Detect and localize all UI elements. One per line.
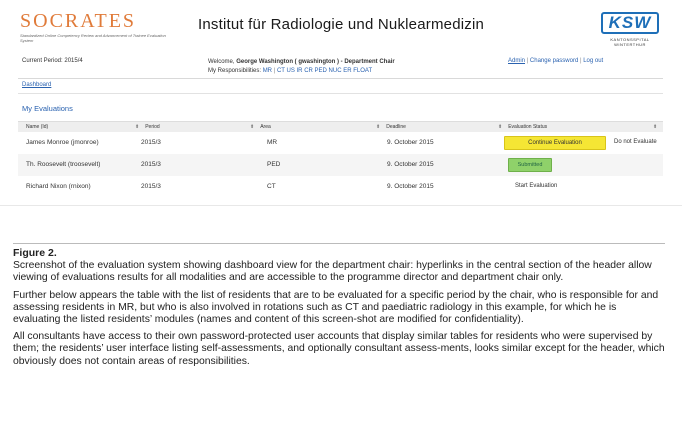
column-header-period[interactable]: ⬍ Period [135, 124, 160, 130]
cell-period: 2015/3 [141, 161, 161, 168]
cell-name: Richard Nixon (rnixon) [26, 183, 91, 190]
resp-link-mr[interactable]: MR [262, 68, 273, 74]
caption-rule [13, 243, 665, 244]
cell-deadline: 9. October 2015 [387, 139, 434, 146]
sort-icon: ⬍ [498, 124, 503, 130]
figure-label: Figure 2. [13, 247, 57, 259]
screenshot-bottom-border [0, 205, 682, 206]
caption-paragraph-3: All consultants have access to their own password-protected user accounts that display similar tables for residents who were supervised by them; the residents’ user interface listing self-assessments, and optionally consultant assess-ments, looks similar except for the header, which obviously does not contain areas of responsibilities. [13, 331, 665, 367]
resp-link-ct[interactable]: CT [276, 68, 285, 74]
admin-link[interactable]: Admin [508, 58, 526, 64]
ksw-logo-mark: KSW [601, 12, 660, 34]
caption-line-1 [13, 247, 665, 260]
caption-paragraph-1: Screenshot of the evaluation system showing dashboard view for the department chair: hyperlinks in the central section of the header allow viewing of evaluations results for all modalities and are accessible to the programme director and department chair only. [13, 260, 652, 284]
sort-icon: ⬍ [376, 124, 381, 130]
column-header-area[interactable]: ⬍ Area [250, 124, 271, 130]
welcome-prefix: Welcome, [208, 59, 237, 65]
column-header-name[interactable]: Name (Id) [26, 124, 49, 130]
nav-divider [18, 93, 663, 94]
hospital-logo [595, 12, 665, 47]
continue-evaluation-button[interactable]: Continue Evaluation [504, 136, 606, 150]
responsibilities-label: My Responsibilities: [208, 68, 263, 74]
screenshot-panel [0, 0, 682, 205]
table-header [18, 121, 663, 132]
sort-icon: ⬍ [135, 124, 140, 130]
nav-dashboard-link[interactable]: Dashboard [22, 82, 52, 88]
table-row [18, 132, 663, 154]
start-evaluation-link[interactable]: Start Evaluation [515, 183, 558, 189]
responsibilities-line: My Responsibilities: MR | CT US IR CR PED NUC ER FLOAT [208, 68, 373, 74]
submitted-status-badge[interactable]: Submitted [508, 158, 552, 172]
change-password-link[interactable]: Change password [529, 58, 579, 64]
institute-title: Institut für Radiologie und Nuklearmedizin [198, 16, 485, 33]
resp-link-ped[interactable]: PED [314, 68, 327, 74]
cell-name: Th. Roosevelt (troosevelt) [26, 161, 101, 168]
cell-deadline: 9. October 2015 [387, 183, 434, 190]
column-header-status[interactable]: ⬍ Evaluation Status [498, 124, 548, 130]
cell-area: PED [267, 161, 281, 168]
resp-link-float[interactable]: FLOAT [353, 68, 373, 74]
header-divider [18, 78, 663, 79]
socrates-logo [20, 10, 170, 43]
current-period: Current Period: 2015/4 [22, 58, 83, 64]
sort-icon: ⬍ [250, 124, 255, 130]
caption-paragraph-2: Further below appears the table with the list of residents that are to be evaluated for a specific period by the chair, who is responsible for and assessing residents in MR, but who is also involved in rotations such as CT and paediatric radiology in this example, for which he is evaluating the listed residents’ modules (names and content of this screen-shot are modified for confidentiality). [13, 289, 659, 326]
cell-name: James Monroe (jmonroe) [26, 139, 99, 146]
logo-word: SOCRATES [20, 10, 137, 32]
resp-link-er[interactable]: ER [343, 68, 352, 74]
cell-deadline: 9. October 2015 [387, 161, 434, 168]
resp-link-us[interactable]: US [286, 68, 295, 74]
welcome-line [208, 58, 395, 67]
cell-period: 2015/3 [141, 183, 161, 190]
section-title: My Evaluations [22, 104, 73, 113]
user-name: George Washington ( gwashington ) - Department Chair [236, 59, 395, 65]
logo-subtitle: Standardized Online Competency Review and Advancement of Trainee Evaluation System [20, 33, 166, 43]
table-row [18, 176, 663, 198]
logout-link[interactable]: Log out [583, 58, 604, 64]
resp-link-cr[interactable]: CR [304, 68, 313, 74]
sort-icon[interactable]: ⬍ [653, 124, 658, 130]
account-links: Admin | Change password | Log out [508, 58, 604, 64]
resp-link-ir[interactable]: IR [296, 68, 303, 74]
column-header-deadline[interactable]: ⬍ Deadline [376, 124, 406, 130]
resp-link-nuc[interactable]: NUC [328, 68, 342, 74]
hospital-name: KANTONSSPITAL WINTERTHUR [610, 37, 650, 47]
table-row [18, 154, 663, 176]
welcome-block [208, 58, 395, 76]
cell-period: 2015/3 [141, 139, 161, 146]
cell-area: CT [267, 183, 276, 190]
figure-caption [13, 247, 665, 368]
cell-area: MR [267, 139, 278, 146]
do-not-evaluate-link[interactable]: Do not Evaluate [614, 139, 657, 145]
